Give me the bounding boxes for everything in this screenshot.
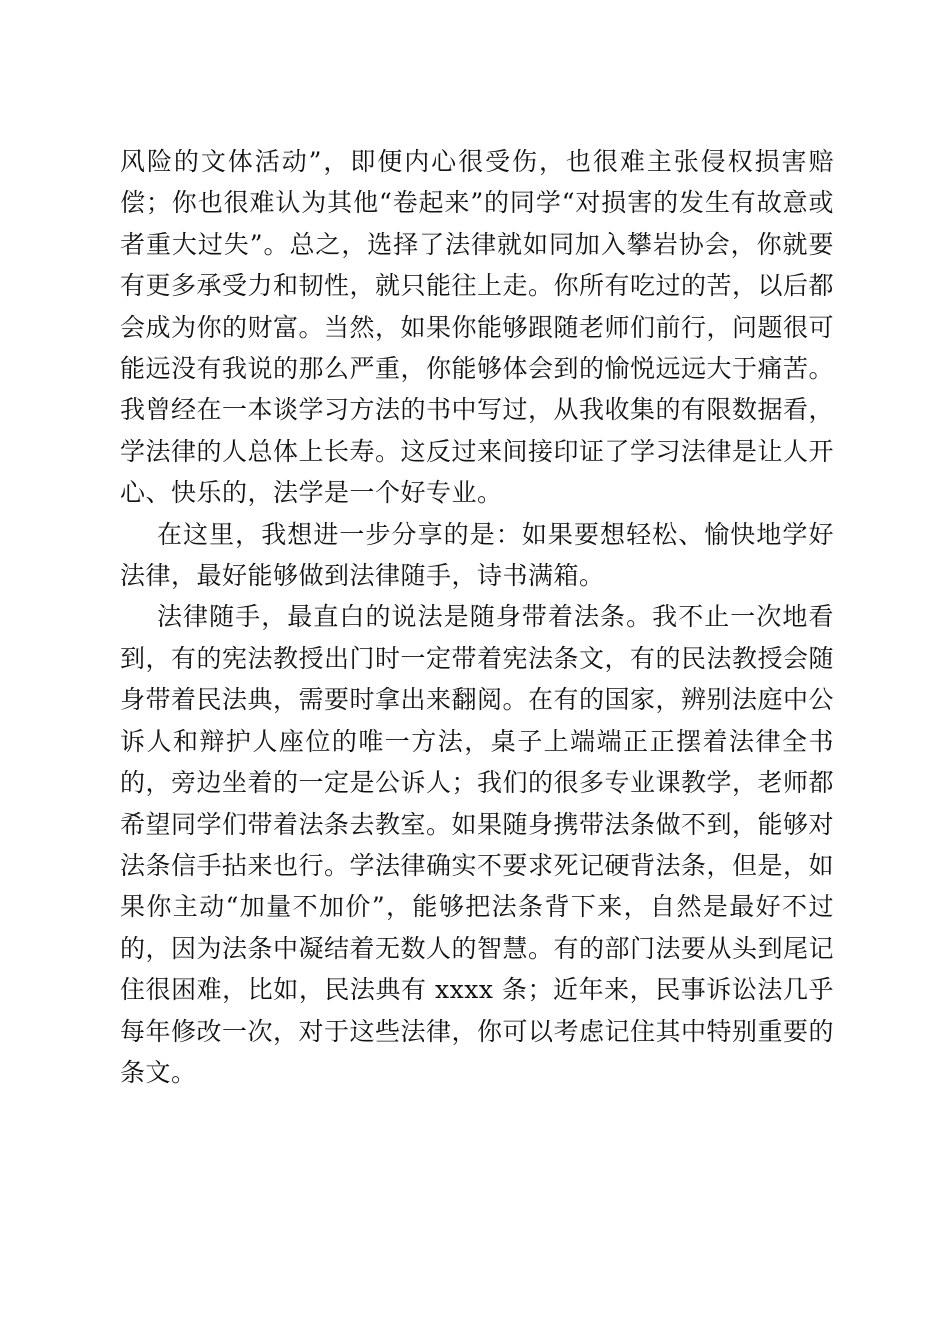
paragraph-law-and-poetry: 在这里，我想进一步分享的是：如果要想轻松、愉快地学好法律，最好能够做到法律随手，诗书满箱。 bbox=[120, 519, 834, 591]
document-body bbox=[120, 141, 834, 1093]
paragraph-continued: 风险的文体活动”，即便内心很受伤，也很难主张侵权损害赔偿；你也很难认为其他“卷起来”的同学“对损害的发生有故意或者重大过失”。总之，选择了法律就如同加入攀岩协会，你就要有更多承受力和韧性，就只能往上走。你所有吃过的苦，以后都会成为你的财富。当然，如果你能够跟随老师们前行，问题很可能远没有我说的那么严重，你能够体会到的愉悦远远大于痛苦。我曾经在一本谈学习方法的书中写过，从我收集的有限数据看，学法律的人总体上长寿。这反过来间接印证了学习法律是让人开心、快乐的，法学是一个好专业。 bbox=[120, 147, 835, 508]
paragraph-law-at-hand: 法律随手，最直白的说法是随身带着法条。我不止一次地看到，有的宪法教授出门时一定带着宪法条文，有的民法教授会随身带着民法典，需要时拿出来翻阅。在有的国家，辨别法庭中公诉人和辩护人座位的唯一方法，桌子上端端正正摆着法律全书的，旁边坐着的一定是公诉人；我们的很多专业课教学，老师都希望同学们带着法条去教室。如果随身携带法条做不到，能够对法条信手拈来也行。学法律确实不要求死记硬背法条，但是，如果你主动“加量不加价”，能够把法条背下来，自然是最好不过的，因为法条中凝结着无数人的智慧。有的部门法要从头到尾记住很困难，比如，民法典有 xxxx 条；近年来，民事诉讼法几乎每年修改一次，对于这些法律，你可以考虑记住其中特别重要的条文。 bbox=[120, 602, 835, 1087]
